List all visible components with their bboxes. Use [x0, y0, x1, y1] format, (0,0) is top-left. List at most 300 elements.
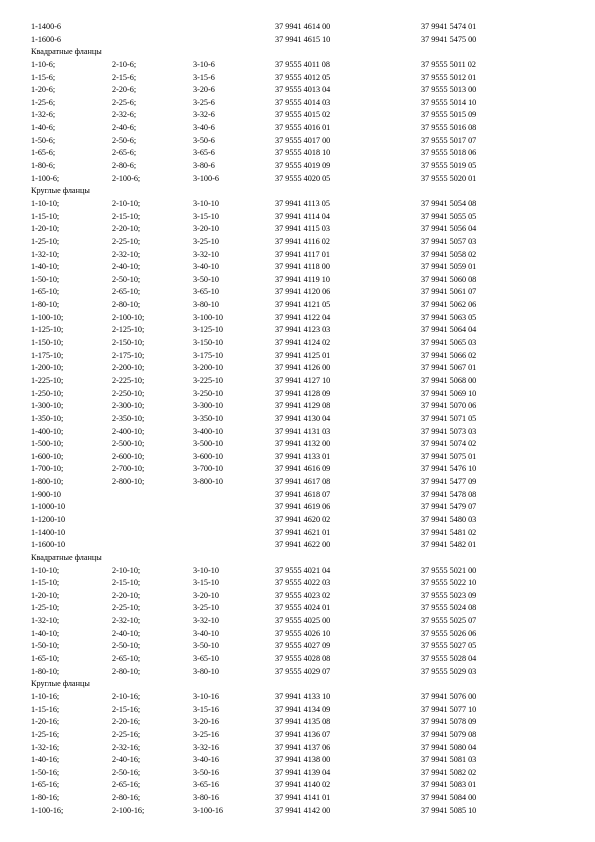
okp-code-2-cell: 37 9941 5064 04 — [421, 325, 477, 335]
okp-code-2-cell: 37 9555 5028 04 — [421, 654, 477, 664]
okp-code-2-cell: 37 9941 5065 03 — [421, 338, 477, 348]
okp-code-1-cell: 37 9941 4132 00 — [275, 439, 331, 449]
designation-2-cell: 2-100-6; — [112, 173, 141, 183]
okp-code-2-cell: 37 9941 5074 02 — [421, 439, 477, 449]
okp-code-1-cell: 37 9941 4122 04 — [275, 312, 331, 322]
section-heading: Квадратные фланцы — [31, 552, 102, 562]
table-row — [31, 742, 571, 755]
table-row — [31, 565, 571, 578]
designation-3-cell: 3-15-6 — [193, 72, 215, 82]
designation-2-cell: 2-80-16; — [112, 793, 141, 803]
okp-code-1-cell: 37 9941 4621 01 — [275, 527, 331, 537]
okp-code-1-cell: 37 9555 4013 04 — [275, 85, 331, 95]
okp-code-2-cell: 37 9555 5024 08 — [421, 603, 477, 613]
designation-1-cell: 1-15-16; — [31, 704, 60, 714]
designation-1-cell: 1-50-10; — [31, 641, 60, 651]
okp-code-1-cell: 37 9941 4127 10 — [275, 375, 331, 385]
designation-3-cell: 3-250-10 — [193, 388, 224, 398]
okp-code-1-cell: 37 9941 4617 08 — [275, 477, 331, 487]
designation-3-cell: 3-80-10 — [193, 300, 219, 310]
designation-3-cell: 3-500-10 — [193, 439, 224, 449]
okp-code-1-cell: 37 9555 4024 01 — [275, 603, 331, 613]
designation-1-cell: 1-32-6; — [31, 110, 56, 120]
table-row — [31, 236, 571, 249]
designation-1-cell: 1-20-6; — [31, 85, 56, 95]
okp-code-2-cell: 37 9941 5055 05 — [421, 211, 477, 221]
designation-3-cell: 3-25-10 — [193, 236, 219, 246]
okp-code-1-cell: 37 9941 4133 10 — [275, 691, 331, 701]
table-row — [31, 324, 571, 337]
table-row — [31, 375, 571, 388]
okp-code-2-cell: 37 9555 5019 05 — [421, 161, 477, 171]
table-row — [31, 122, 571, 135]
okp-code-1-cell: 37 9941 4142 00 — [275, 805, 331, 815]
designation-2-cell: 2-15-10; — [112, 211, 141, 221]
designation-1-cell: 1-700-10; — [31, 464, 64, 474]
designation-3-cell: 3-25-16 — [193, 729, 219, 739]
okp-code-2-cell: 37 9555 5020 01 — [421, 173, 477, 183]
okp-code-2-cell: 37 9941 5478 08 — [421, 489, 477, 499]
okp-code-1-cell: 37 9941 4118 00 — [275, 262, 330, 272]
designation-1-cell: 1-80-10; — [31, 666, 60, 676]
designation-1-cell: 1-40-10; — [31, 262, 60, 272]
table-row — [31, 792, 571, 805]
designation-1-cell: 1-200-10; — [31, 363, 64, 373]
okp-code-1-cell: 37 9941 4620 02 — [275, 514, 331, 524]
okp-code-1-cell: 37 9555 4025 00 — [275, 616, 331, 626]
designation-3-cell: 3-100-10 — [193, 312, 224, 322]
designation-3-cell: 3-400-10 — [193, 426, 224, 436]
okp-code-2-cell: 37 9941 5069 10 — [421, 388, 477, 398]
table-row — [31, 59, 571, 72]
designation-2-cell: 2-80-10; — [112, 300, 141, 310]
table-row — [31, 514, 571, 527]
okp-code-1-cell: 37 9941 4622 00 — [275, 540, 331, 550]
table-row — [31, 463, 571, 476]
okp-code-1-cell: 37 9941 4618 07 — [275, 489, 331, 499]
okp-code-2-cell: 37 9941 5068 00 — [421, 375, 477, 385]
designation-1-cell: 1-20-10; — [31, 590, 60, 600]
table-row — [31, 274, 571, 287]
okp-code-2-cell: 37 9555 5027 05 — [421, 641, 477, 651]
okp-code-1-cell: 37 9941 4130 04 — [275, 413, 331, 423]
designation-3-cell: 3-32-10 — [193, 616, 219, 626]
okp-code-1-cell: 37 9555 4018 10 — [275, 148, 331, 158]
okp-code-2-cell: 37 9941 5474 01 — [421, 22, 477, 31]
designation-3-cell: 3-15-16 — [193, 704, 219, 714]
okp-code-2-cell: 37 9941 5060 08 — [421, 274, 477, 284]
okp-code-1-cell: 37 9941 4134 09 — [275, 704, 331, 714]
table-row — [31, 602, 571, 615]
okp-code-1-cell: 37 9941 4125 01 — [275, 350, 331, 360]
okp-code-1-cell: 37 9941 4133 01 — [275, 451, 331, 461]
designation-2-cell: 2-65-6; — [112, 148, 137, 158]
designation-2-cell: 2-125-10; — [112, 325, 145, 335]
designation-2-cell: 2-20-10; — [112, 590, 141, 600]
designation-3-cell: 3-50-6 — [193, 135, 215, 145]
okp-code-1-cell: 37 9555 4022 03 — [275, 578, 331, 588]
okp-code-2-cell: 37 9941 5054 08 — [421, 198, 477, 208]
designation-3-cell: 3-20-10 — [193, 590, 219, 600]
designation-3-cell: 3-50-16 — [193, 767, 219, 777]
designation-2-cell: 2-15-6; — [112, 72, 137, 82]
okp-code-2-cell: 37 9941 5476 10 — [421, 464, 477, 474]
okp-code-2-cell: 37 9941 5061 07 — [421, 287, 477, 297]
okp-code-1-cell: 37 9555 4028 08 — [275, 654, 331, 664]
designation-2-cell: 2-32-10; — [112, 249, 141, 259]
designation-2-cell: 2-25-10; — [112, 603, 141, 613]
okp-code-2-cell: 37 9555 5014 10 — [421, 97, 477, 107]
okp-code-1-cell: 37 9941 4128 09 — [275, 388, 331, 398]
okp-code-2-cell: 37 9555 5011 02 — [421, 59, 476, 69]
designation-1-cell: 1-40-16; — [31, 755, 60, 765]
designation-2-cell: 2-700-10; — [112, 464, 145, 474]
table-row — [31, 501, 571, 514]
table-row — [31, 527, 571, 540]
designation-1-cell: 1-40-10; — [31, 628, 60, 638]
designation-2-cell: 2-25-6; — [112, 97, 137, 107]
okp-code-1-cell: 37 9941 4124 02 — [275, 338, 331, 348]
okp-code-2-cell: 37 9941 5057 03 — [421, 236, 477, 246]
okp-code-1-cell: 37 9941 4120 06 — [275, 287, 331, 297]
designation-2-cell: 2-100-16; — [112, 805, 145, 815]
designation-1-cell: 1-50-10; — [31, 274, 60, 284]
designation-3-cell: 3-40-6 — [193, 123, 215, 133]
okp-code-2-cell: 37 9941 5480 03 — [421, 514, 477, 524]
designation-3-cell: 3-600-10 — [193, 451, 224, 461]
designation-2-cell: 2-25-16; — [112, 729, 141, 739]
designation-1-cell: 1-250-10; — [31, 388, 64, 398]
okp-code-2-cell: 37 9941 5077 10 — [421, 704, 477, 714]
okp-code-2-cell: 37 9941 5058 02 — [421, 249, 477, 259]
designation-3-cell: 3-40-10 — [193, 262, 219, 272]
table-row — [31, 476, 571, 489]
designation-2-cell: 2-10-10; — [112, 198, 141, 208]
okp-code-2-cell: 37 9941 5056 04 — [421, 224, 477, 234]
table-row — [31, 261, 571, 274]
designation-2-cell: 2-15-10; — [112, 578, 141, 588]
designation-2-cell: 2-50-10; — [112, 641, 141, 651]
designation-2-cell: 2-15-16; — [112, 704, 141, 714]
designation-2-cell: 2-32-10; — [112, 616, 141, 626]
designation-1-cell: 1-32-10; — [31, 249, 60, 259]
designation-1-cell: 1-100-16; — [31, 805, 64, 815]
okp-code-2-cell: 37 9941 5078 09 — [421, 717, 477, 727]
designation-3-cell: 3-300-10 — [193, 401, 224, 411]
designation-1-cell: 1-175-10; — [31, 350, 64, 360]
designation-3-cell: 3-10-16 — [193, 691, 219, 701]
okp-code-1-cell: 37 9555 4021 04 — [275, 565, 331, 575]
designation-1-cell: 1-50-6; — [31, 135, 56, 145]
designation-3-cell: 3-15-10 — [193, 578, 219, 588]
designation-3-cell: 3-225-10 — [193, 375, 224, 385]
designation-2-cell: 2-300-10; — [112, 401, 145, 411]
okp-code-1-cell: 37 9941 4113 05 — [275, 198, 330, 208]
okp-code-2-cell: 37 9555 5025 07 — [421, 616, 477, 626]
designation-2-cell: 2-40-6; — [112, 123, 137, 133]
okp-code-1-cell: 37 9941 4137 06 — [275, 742, 331, 752]
designation-1-cell: 1-32-10; — [31, 616, 60, 626]
designation-3-cell: 3-200-10 — [193, 363, 224, 373]
section-heading: Круглые фланцы — [31, 186, 90, 196]
okp-code-1-cell: 37 9941 4136 07 — [275, 729, 331, 739]
designation-3-cell: 3-40-10 — [193, 628, 219, 638]
okp-code-1-cell: 37 9555 4017 00 — [275, 135, 331, 145]
okp-code-2-cell: 37 9941 5080 04 — [421, 742, 477, 752]
okp-code-1-cell: 37 9941 4141 01 — [275, 793, 331, 803]
code-table — [31, 21, 571, 817]
designation-3-cell: 3-10-6 — [193, 59, 215, 69]
table-row — [31, 21, 571, 34]
section-heading: Круглые фланцы — [31, 679, 90, 689]
designation-2-cell: 2-40-10; — [112, 628, 141, 638]
okp-code-1-cell: 37 9941 4131 03 — [275, 426, 331, 436]
table-row — [31, 805, 571, 818]
designation-2-cell: 2-32-6; — [112, 110, 137, 120]
table-row — [31, 147, 571, 160]
okp-code-2-cell: 37 9941 5082 02 — [421, 767, 477, 777]
table-row — [31, 400, 571, 413]
okp-code-2-cell: 37 9941 5073 03 — [421, 426, 477, 436]
designation-3-cell: 3-32-16 — [193, 742, 219, 752]
table-row — [31, 312, 571, 325]
designation-2-cell: 2-20-6; — [112, 85, 137, 95]
table-row — [31, 362, 571, 375]
designation-3-cell: 3-100-6 — [193, 173, 219, 183]
table-row — [31, 223, 571, 236]
okp-code-2-cell: 37 9555 5026 06 — [421, 628, 477, 638]
designation-1-cell: 1-10-10; — [31, 565, 60, 575]
okp-code-1-cell: 37 9555 4027 09 — [275, 641, 331, 651]
table-row — [31, 388, 571, 401]
table-row — [31, 299, 571, 312]
okp-code-2-cell: 37 9941 5475 00 — [421, 34, 477, 44]
table-row — [31, 779, 571, 792]
designation-2-cell: 2-80-10; — [112, 666, 141, 676]
okp-code-1-cell: 37 9555 4023 02 — [275, 590, 331, 600]
designation-3-cell: 3-65-10 — [193, 287, 219, 297]
okp-code-1-cell: 37 9941 4126 00 — [275, 363, 331, 373]
designation-3-cell: 3-32-10 — [193, 249, 219, 259]
okp-code-2-cell: 37 9555 5013 00 — [421, 85, 477, 95]
table-row — [31, 337, 571, 350]
designation-3-cell: 3-80-16 — [193, 793, 219, 803]
table-row — [31, 577, 571, 590]
designation-3-cell: 3-80-10 — [193, 666, 219, 676]
designation-3-cell: 3-50-10 — [193, 274, 219, 284]
okp-code-2-cell: 37 9555 5017 07 — [421, 135, 477, 145]
okp-code-2-cell: 37 9555 5023 09 — [421, 590, 477, 600]
okp-code-2-cell: 37 9941 5071 05 — [421, 413, 477, 423]
designation-2-cell: 2-65-10; — [112, 287, 141, 297]
designation-1-cell: 1-600-10; — [31, 451, 64, 461]
designation-3-cell: 3-800-10 — [193, 477, 224, 487]
designation-1-cell: 1-1200-10 — [31, 514, 66, 524]
designation-1-cell: 1-65-6; — [31, 148, 56, 158]
okp-code-2-cell: 37 9941 5479 07 — [421, 502, 477, 512]
table-row — [31, 286, 571, 299]
table-row — [31, 34, 571, 47]
okp-code-1-cell: 37 9555 4014 03 — [275, 97, 331, 107]
designation-3-cell: 3-700-10 — [193, 464, 224, 474]
designation-1-cell: 1-150-10; — [31, 338, 64, 348]
designation-2-cell: 2-600-10; — [112, 451, 145, 461]
okp-code-1-cell: 37 9941 4138 00 — [275, 755, 331, 765]
table-row — [31, 691, 571, 704]
okp-code-2-cell: 37 9941 5063 05 — [421, 312, 477, 322]
table-row — [31, 451, 571, 464]
table-row — [31, 640, 571, 653]
okp-code-2-cell: 37 9941 5066 02 — [421, 350, 477, 360]
table-row — [31, 628, 571, 641]
designation-1-cell: 1-80-10; — [31, 300, 60, 310]
okp-code-2-cell: 37 9941 5062 06 — [421, 300, 477, 310]
designation-3-cell: 3-40-16 — [193, 755, 219, 765]
okp-code-2-cell: 37 9555 5015 09 — [421, 110, 477, 120]
designation-1-cell: 1-10-10; — [31, 198, 60, 208]
designation-1-cell: 1-1400-6 — [31, 22, 62, 31]
designation-1-cell: 1-1400-10 — [31, 527, 66, 537]
okp-code-1-cell: 37 9941 4619 06 — [275, 502, 331, 512]
table-row — [31, 350, 571, 363]
okp-code-2-cell: 37 9941 5477 09 — [421, 477, 477, 487]
okp-code-1-cell: 37 9941 4115 03 — [275, 224, 330, 234]
okp-code-1-cell: 37 9941 4614 00 — [275, 22, 331, 31]
designation-2-cell: 2-800-10; — [112, 477, 145, 487]
designation-2-cell: 2-175-10; — [112, 350, 145, 360]
designation-3-cell: 3-15-10 — [193, 211, 219, 221]
okp-code-2-cell: 37 9941 5075 01 — [421, 451, 477, 461]
designation-2-cell: 2-350-10; — [112, 413, 145, 423]
okp-code-2-cell: 37 9555 5018 06 — [421, 148, 477, 158]
designation-1-cell: 1-400-10; — [31, 426, 64, 436]
designation-1-cell: 1-25-10; — [31, 603, 60, 613]
designation-1-cell: 1-25-16; — [31, 729, 60, 739]
table-row — [31, 211, 571, 224]
designation-1-cell: 1-100-10; — [31, 312, 64, 322]
designation-1-cell: 1-40-6; — [31, 123, 56, 133]
table-row — [31, 173, 571, 186]
table-row — [31, 489, 571, 502]
designation-1-cell: 1-20-16; — [31, 717, 60, 727]
table-row — [31, 754, 571, 767]
designation-1-cell: 1-125-10; — [31, 325, 64, 335]
table-row — [31, 767, 571, 780]
table-row — [31, 438, 571, 451]
table-row — [31, 84, 571, 97]
designation-3-cell: 3-10-10 — [193, 198, 219, 208]
designation-2-cell: 2-50-6; — [112, 135, 137, 145]
designation-2-cell: 2-32-16; — [112, 742, 141, 752]
designation-1-cell: 1-1600-10 — [31, 540, 66, 550]
okp-code-1-cell: 37 9555 4012 05 — [275, 72, 331, 82]
okp-code-2-cell: 37 9941 5067 01 — [421, 363, 477, 373]
section-heading: Квадратные фланцы — [31, 47, 102, 57]
designation-1-cell: 1-225-10; — [31, 375, 64, 385]
designation-1-cell: 1-15-10; — [31, 211, 60, 221]
designation-1-cell: 1-65-10; — [31, 287, 60, 297]
designation-1-cell: 1-100-6; — [31, 173, 60, 183]
table-row — [31, 413, 571, 426]
designation-2-cell: 2-20-10; — [112, 224, 141, 234]
table-row — [31, 729, 571, 742]
okp-code-1-cell: 37 9555 4019 09 — [275, 161, 331, 171]
okp-code-1-cell: 37 9555 4015 02 — [275, 110, 331, 120]
table-row — [31, 97, 571, 110]
designation-2-cell: 2-65-10; — [112, 654, 141, 664]
okp-code-2-cell: 37 9555 5012 01 — [421, 72, 477, 82]
designation-2-cell: 2-500-10; — [112, 439, 145, 449]
okp-code-1-cell: 37 9941 4140 02 — [275, 780, 331, 790]
designation-3-cell: 3-175-10 — [193, 350, 224, 360]
designation-2-cell: 2-10-6; — [112, 59, 137, 69]
designation-3-cell: 3-100-16 — [193, 805, 224, 815]
designation-2-cell: 2-400-10; — [112, 426, 145, 436]
okp-code-2-cell: 37 9555 5022 10 — [421, 578, 477, 588]
okp-code-2-cell: 37 9941 5079 08 — [421, 729, 477, 739]
designation-3-cell: 3-25-6 — [193, 97, 215, 107]
designation-2-cell: 2-200-10; — [112, 363, 145, 373]
okp-code-2-cell: 37 9555 5016 08 — [421, 123, 477, 133]
okp-code-2-cell: 37 9555 5021 00 — [421, 565, 477, 575]
okp-code-2-cell: 37 9941 5481 02 — [421, 527, 477, 537]
designation-3-cell: 3-20-10 — [193, 224, 219, 234]
okp-code-1-cell: 37 9941 4129 08 — [275, 401, 331, 411]
okp-code-1-cell: 37 9941 4123 03 — [275, 325, 331, 335]
designation-1-cell: 1-25-10; — [31, 236, 60, 246]
designation-2-cell: 2-50-16; — [112, 767, 141, 777]
designation-3-cell: 3-65-10 — [193, 654, 219, 664]
table-row — [31, 249, 571, 262]
table-row — [31, 72, 571, 85]
designation-2-cell: 2-25-10; — [112, 236, 141, 246]
designation-2-cell: 2-20-16; — [112, 717, 141, 727]
table-row — [31, 615, 571, 628]
okp-code-1-cell: 37 9555 4026 10 — [275, 628, 331, 638]
designation-2-cell: 2-40-10; — [112, 262, 141, 272]
table-row — [31, 198, 571, 211]
table-row — [31, 160, 571, 173]
table-row — [31, 666, 571, 679]
designation-3-cell: 3-20-6 — [193, 85, 215, 95]
okp-code-1-cell: 37 9555 4029 07 — [275, 666, 331, 676]
designation-2-cell: 2-80-6; — [112, 161, 137, 171]
designation-1-cell: 1-10-16; — [31, 691, 60, 701]
okp-code-2-cell: 37 9941 5059 01 — [421, 262, 477, 272]
designation-3-cell: 3-10-10 — [193, 565, 219, 575]
designation-3-cell: 3-65-16 — [193, 780, 219, 790]
okp-code-1-cell: 37 9555 4016 01 — [275, 123, 331, 133]
designation-1-cell: 1-80-16; — [31, 793, 60, 803]
okp-code-2-cell: 37 9941 5070 06 — [421, 401, 477, 411]
designation-1-cell: 1-15-10; — [31, 578, 60, 588]
okp-code-2-cell: 37 9555 5029 03 — [421, 666, 477, 676]
table-row — [31, 539, 571, 552]
designation-3-cell: 3-350-10 — [193, 413, 224, 423]
designation-2-cell: 2-40-16; — [112, 755, 141, 765]
designation-1-cell: 1-1000-10 — [31, 502, 66, 512]
designation-3-cell: 3-80-6 — [193, 161, 215, 171]
okp-code-1-cell: 37 9555 4011 08 — [275, 59, 330, 69]
okp-code-2-cell: 37 9941 5076 00 — [421, 691, 477, 701]
okp-code-1-cell: 37 9555 4020 05 — [275, 173, 331, 183]
designation-1-cell: 1-50-16; — [31, 767, 60, 777]
designation-1-cell: 1-300-10; — [31, 401, 64, 411]
okp-code-1-cell: 37 9941 4119 10 — [275, 274, 330, 284]
okp-code-2-cell: 37 9941 5085 10 — [421, 805, 477, 815]
okp-code-2-cell: 37 9941 5482 01 — [421, 540, 477, 550]
designation-3-cell: 3-125-10 — [193, 325, 224, 335]
